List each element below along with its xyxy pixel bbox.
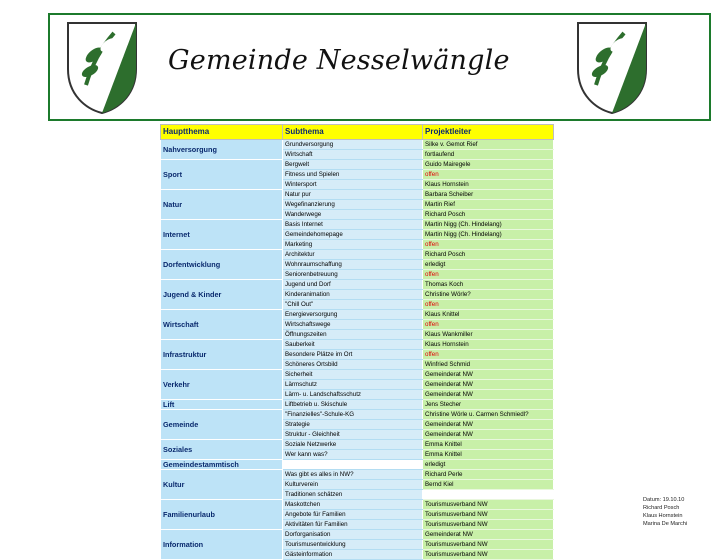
subtopic-cell: Tourismusentwicklung [283,540,423,550]
main-topic-cell: Jugend & Kinder [161,280,283,310]
project-lead-cell: Emma Knittel [423,440,554,450]
project-table [160,124,553,558]
author-line: Marina De Marchi [643,521,688,527]
subtopic-cell: Grundversorgung [283,140,423,150]
subtopic-cell: Strategie [283,420,423,430]
table-body [161,140,554,560]
table-row [161,310,554,320]
project-lead-cell: Winfried Schmid [423,360,554,370]
subtopic-cell: Kulturverein [283,480,423,490]
table-header-row [161,125,554,140]
project-lead-cell: Tourismusverband NW [423,510,554,520]
table-row [161,410,554,420]
subtopic-cell: Wohnraumschaffung [283,260,423,270]
main-topic-cell: Sport [161,160,283,190]
table-row [161,280,554,290]
subtopic-cell: Wintersport [283,180,423,190]
subtopic-cell: Angebote für Familien [283,510,423,520]
subtopic-cell: Natur pur [283,190,423,200]
table-row [161,340,554,350]
project-lead-cell: Barbara Scheiber [423,190,554,200]
main-topic-cell: Wirtschaft [161,310,283,340]
project-lead-cell: Gemeinderat NW [423,380,554,390]
subtopic-cell: Öffnungszeiten [283,330,423,340]
subtopic-cell: Fitness und Spielen [283,170,423,180]
coat-of-arms-icon [66,19,138,115]
project-lead-cell: Martin Nigg (Ch. Hindelang) [423,230,554,240]
project-lead-cell: fortlaufend [423,150,554,160]
table-row [161,470,554,480]
subtopic-cell: Wer kann was? [283,450,423,460]
subtopic-cell: Was gibt es alles in NW? [283,470,423,480]
project-lead-cell: offen [423,300,554,310]
project-lead-cell: Klaus Knittel [423,310,554,320]
main-topic-cell: Nahversorgung [161,140,283,160]
subtopic-cell: Wanderwege [283,210,423,220]
table-row [161,400,554,410]
project-lead-cell: Thomas Koch [423,280,554,290]
table-row [161,460,554,470]
project-lead-cell: Tourismusverband NW [423,500,554,510]
title-banner [48,13,711,121]
table-row [161,190,554,200]
main-topic-cell: Soziales [161,440,283,460]
subtopic-cell: Wirtschaft [283,150,423,160]
project-lead-cell: Christine Wörle u. Carmen Schmiedl? [423,410,554,420]
project-lead-cell: Guido Mairegele [423,160,554,170]
project-lead-cell: Tourismusverband NW [423,540,554,550]
main-topic-cell: Gemeinde [161,410,283,440]
subtopic-cell: Seniorenbetreuung [283,270,423,280]
subtopic-cell: Bergwelt [283,160,423,170]
subtopic-cell: "Chill Out" [283,300,423,310]
author-line: Richard Posch [643,505,680,511]
subtopic-cell: Soziale Netzwerke [283,440,423,450]
date-line: Datum: 19.10.10 [643,497,685,503]
subtopic-cell: Wegefinanzierung [283,200,423,210]
subtopic-cell: Struktur - Gleichheit [283,430,423,440]
project-lead-cell [423,490,554,500]
project-lead-cell: Martin Nigg (Ch. Hindelang) [423,220,554,230]
column-header: Subthema [283,125,423,140]
table-row [161,250,554,260]
project-lead-cell: Gemeinderat NW [423,430,554,440]
main-topic-cell: Internet [161,220,283,250]
project-lead-cell: Christine Wörle? [423,290,554,300]
table-row [161,370,554,380]
project-lead-cell: Tourismusverband NW [423,550,554,560]
table-row [161,220,554,230]
project-lead-cell: Silke v. Gemot Rief [423,140,554,150]
footer-note [643,496,687,528]
subtopic-cell: Lärmschutz [283,380,423,390]
main-topic-cell: Verkehr [161,370,283,400]
page-title: Gemeinde Nesselwängle [168,45,510,76]
project-lead-cell: Bernd Kiel [423,480,554,490]
subtopic-cell: "Finanzielles"-Schule-KG [283,410,423,420]
main-topic-cell: Kultur [161,470,283,500]
project-lead-cell: Richard Perle [423,470,554,480]
project-lead-cell: Klaus Wankmiller [423,330,554,340]
subtopic-cell [283,460,423,470]
project-lead-cell: Klaus Hornstein [423,180,554,190]
subtopic-cell: Schöneres Ortsbild [283,360,423,370]
subtopic-cell: Jugend und Dorf [283,280,423,290]
subtopic-cell: Traditionen schätzen [283,490,423,500]
project-lead-cell: Klaus Hornstein [423,340,554,350]
subtopic-cell: Aktivitäten für Familien [283,520,423,530]
project-lead-cell: Gemeinderat NW [423,390,554,400]
project-lead-cell: offen [423,350,554,360]
column-header: Projektleiter [423,125,554,140]
table-row [161,500,554,510]
subtopic-cell: Besondere Plätze im Ort [283,350,423,360]
subtopic-cell: Liftbetrieb u. Skischule [283,400,423,410]
project-lead-cell: offen [423,270,554,280]
subtopic-cell: Sicherheit [283,370,423,380]
main-topic-cell: Information [161,530,283,560]
main-topic-cell: Gemeindestammtisch [161,460,283,470]
main-topic-cell: Dorfentwicklung [161,250,283,280]
main-topic-cell: Natur [161,190,283,220]
main-topic-cell: Familienurlaub [161,500,283,530]
main-topic-cell: Lift [161,400,283,410]
project-lead-cell: Tourismusverband NW [423,520,554,530]
table-row [161,140,554,150]
project-lead-cell: Emma Knittel [423,450,554,460]
subtopic-cell: Kinderanimation [283,290,423,300]
project-lead-cell: offen [423,240,554,250]
project-lead-cell: Richard Posch [423,250,554,260]
subtopic-cell: Gemeindehomepage [283,230,423,240]
author-line: Klaus Hornstein [643,513,683,519]
subtopic-cell: Maskottchen [283,500,423,510]
project-lead-cell: Martin Rief [423,200,554,210]
coat-of-arms-icon [576,19,648,115]
project-lead-cell: erledigt [423,260,554,270]
project-lead-cell: Gemeinderat NW [423,420,554,430]
project-lead-cell: offen [423,170,554,180]
table-row [161,530,554,540]
subtopic-cell: Energieversorgung [283,310,423,320]
project-lead-cell: Richard Posch [423,210,554,220]
column-header: Hauptthema [161,125,283,140]
subtopic-cell: Lärm- u. Landschaftsschutz [283,390,423,400]
table-row [161,440,554,450]
subtopic-cell: Basis Internet [283,220,423,230]
main-topic-cell: Infrastruktur [161,340,283,370]
subtopic-cell: Sauberkeit [283,340,423,350]
subtopic-cell: Gästeinformation [283,550,423,560]
table-row [161,160,554,170]
project-lead-cell: Gemeinderat NW [423,370,554,380]
subtopic-cell: Dorforganisation [283,530,423,540]
project-lead-cell: offen [423,320,554,330]
project-lead-cell: Gemeinderat NW [423,530,554,540]
project-lead-cell: Jens Stecher [423,400,554,410]
subtopic-cell: Wirtschaftswege [283,320,423,330]
subtopic-cell: Marketing [283,240,423,250]
subtopic-cell: Architektur [283,250,423,260]
project-lead-cell: erledigt [423,460,554,470]
